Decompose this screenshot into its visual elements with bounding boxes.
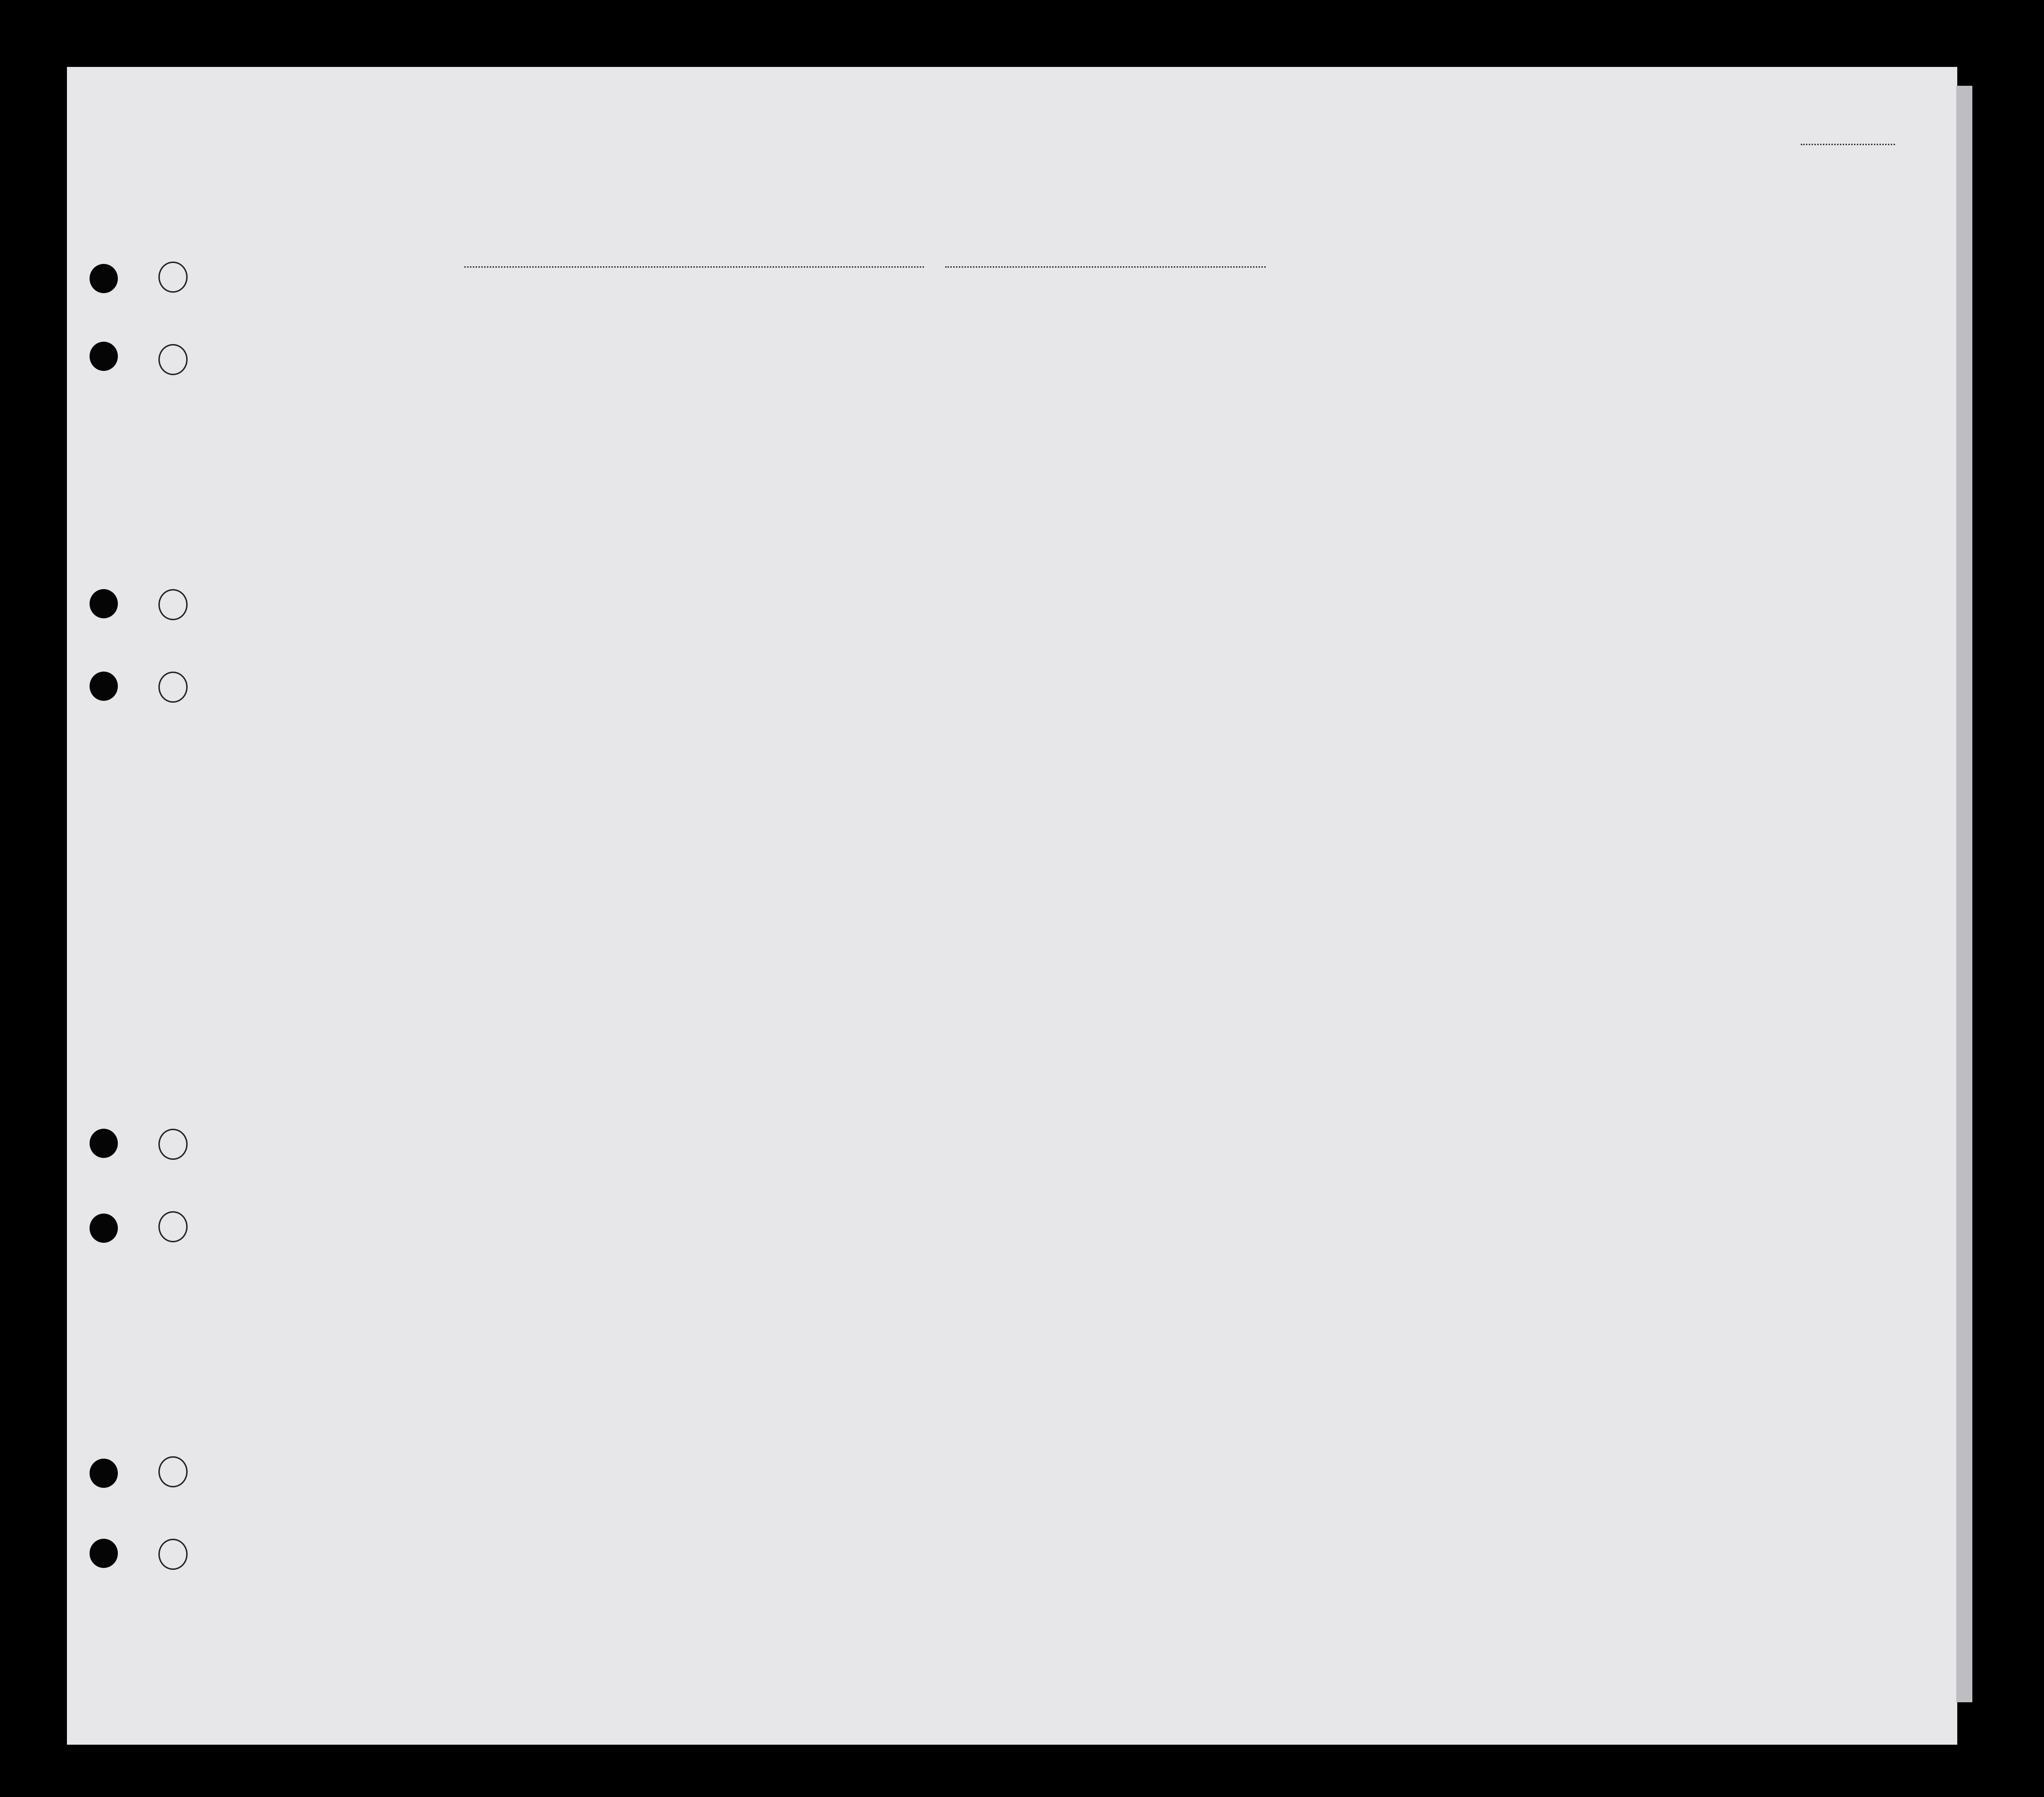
header-deported (1501, 339, 1520, 452)
header-contract-labor (1464, 335, 1492, 452)
header-intends-return (1192, 344, 1229, 452)
header-overthrow (1414, 335, 1457, 452)
header-intends-citizen (1301, 372, 1320, 452)
header-length-of-stay (1281, 372, 1300, 452)
header-prison (1334, 344, 1353, 452)
